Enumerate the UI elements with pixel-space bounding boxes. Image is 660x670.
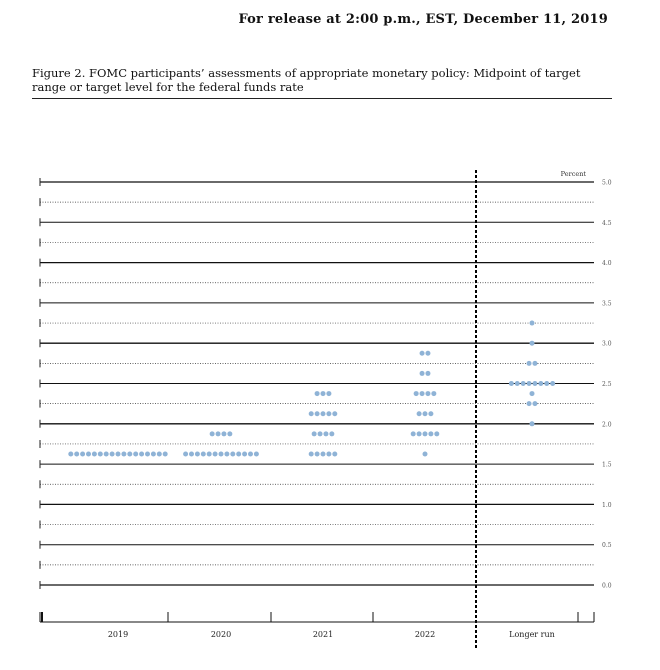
dot-marker xyxy=(509,381,514,386)
dot-marker xyxy=(80,452,85,457)
release-notice: For release at 2:00 p.m., EST, December 11, 2019 xyxy=(238,12,608,27)
dot-marker xyxy=(68,452,73,457)
dot-marker xyxy=(86,452,91,457)
dot-marker xyxy=(133,452,138,457)
dot-marker xyxy=(425,351,430,356)
dot-marker xyxy=(544,381,549,386)
dot-marker xyxy=(315,391,320,396)
dot-marker xyxy=(242,452,247,457)
dot-marker xyxy=(104,452,109,457)
dot-marker xyxy=(323,431,328,436)
dot-marker xyxy=(210,431,215,436)
dot-marker xyxy=(189,452,194,457)
dot-marker xyxy=(550,381,555,386)
dot-marker xyxy=(254,452,259,457)
dot-marker xyxy=(532,381,537,386)
dot-marker xyxy=(92,452,97,457)
dot-marker xyxy=(532,401,537,406)
dot-marker xyxy=(309,411,314,416)
dot-marker xyxy=(414,391,419,396)
dot-marker xyxy=(530,321,535,326)
dot-marker xyxy=(326,452,331,457)
dot-marker xyxy=(423,452,428,457)
y-tick-label: 5.0 xyxy=(602,179,612,187)
dot-marker xyxy=(216,431,221,436)
dot-marker xyxy=(318,431,323,436)
unit-label: Percent xyxy=(560,170,586,178)
dot-marker xyxy=(227,431,232,436)
dot-marker xyxy=(431,391,436,396)
dot-marker xyxy=(417,411,422,416)
y-tick-label: 0.0 xyxy=(602,582,612,590)
dot-marker xyxy=(521,381,526,386)
dot-marker xyxy=(326,411,331,416)
dot-marker xyxy=(428,431,433,436)
dot-marker xyxy=(420,351,425,356)
dot-marker xyxy=(236,452,241,457)
dot-marker xyxy=(332,452,337,457)
dot-marker xyxy=(527,381,532,386)
x-category-label: 2020 xyxy=(210,630,232,639)
dot-marker xyxy=(121,452,126,457)
dot-marker xyxy=(420,391,425,396)
dot-marker xyxy=(230,452,235,457)
y-tick-label: 0.5 xyxy=(602,542,612,550)
dot-marker xyxy=(332,411,337,416)
dot-marker xyxy=(417,431,422,436)
dot-marker xyxy=(151,452,156,457)
dot-marker xyxy=(321,411,326,416)
dot-marker xyxy=(98,452,103,457)
x-category-label: 2019 xyxy=(107,630,129,639)
dot-marker xyxy=(163,452,168,457)
dot-marker xyxy=(312,431,317,436)
dot-marker xyxy=(315,411,320,416)
dot-marker xyxy=(224,452,229,457)
dot-marker xyxy=(411,431,416,436)
dot-marker xyxy=(527,401,532,406)
dot-marker xyxy=(207,452,212,457)
dot-marker xyxy=(127,452,132,457)
dot-marker xyxy=(315,452,320,457)
figure-caption: Figure 2. FOMC participants’ assessments of appropriate monetary policy: Midpoint of target range or target level for the federal funds rate xyxy=(32,66,581,94)
y-tick-label: 1.0 xyxy=(602,501,612,509)
y-tick-label: 4.0 xyxy=(602,260,612,268)
y-tick-label: 2.0 xyxy=(602,421,612,429)
dot-marker xyxy=(110,452,115,457)
dot-marker xyxy=(532,361,537,366)
dot-marker xyxy=(213,452,218,457)
dot-marker xyxy=(530,391,535,396)
y-tick-label: 1.5 xyxy=(602,461,612,469)
dot-marker xyxy=(329,431,334,436)
dot-marker xyxy=(195,452,200,457)
dot-marker xyxy=(420,371,425,376)
dot-marker xyxy=(321,452,326,457)
dot-marker xyxy=(527,361,532,366)
dot-marker xyxy=(530,341,535,346)
dot-marker xyxy=(183,452,188,457)
dot-marker xyxy=(423,411,428,416)
dot-marker xyxy=(326,391,331,396)
y-tick-label: 4.5 xyxy=(602,219,612,227)
dot-marker xyxy=(248,452,253,457)
x-category-label: Longer run xyxy=(509,630,555,639)
y-tick-label: 3.0 xyxy=(602,340,612,348)
dot-marker xyxy=(219,452,224,457)
dot-marker xyxy=(425,371,430,376)
dot-marker xyxy=(309,452,314,457)
dot-marker xyxy=(145,452,150,457)
dot-marker xyxy=(321,391,326,396)
dot-marker xyxy=(530,421,535,426)
y-tick-label: 2.5 xyxy=(602,381,612,388)
y-tick-label: 3.5 xyxy=(602,300,612,308)
dot-marker xyxy=(425,391,430,396)
dot-marker xyxy=(538,381,543,386)
dot-marker xyxy=(74,452,79,457)
dot-marker xyxy=(221,431,226,436)
dot-marker xyxy=(428,411,433,416)
dot-marker xyxy=(201,452,206,457)
dot-marker xyxy=(139,452,144,457)
x-category-label: 2021 xyxy=(312,630,334,639)
dot-marker xyxy=(157,452,162,457)
x-category-label: 2022 xyxy=(414,630,436,639)
dot-marker xyxy=(423,431,428,436)
dot-marker xyxy=(515,381,520,386)
dot-marker xyxy=(434,431,439,436)
dot-marker xyxy=(116,452,121,457)
